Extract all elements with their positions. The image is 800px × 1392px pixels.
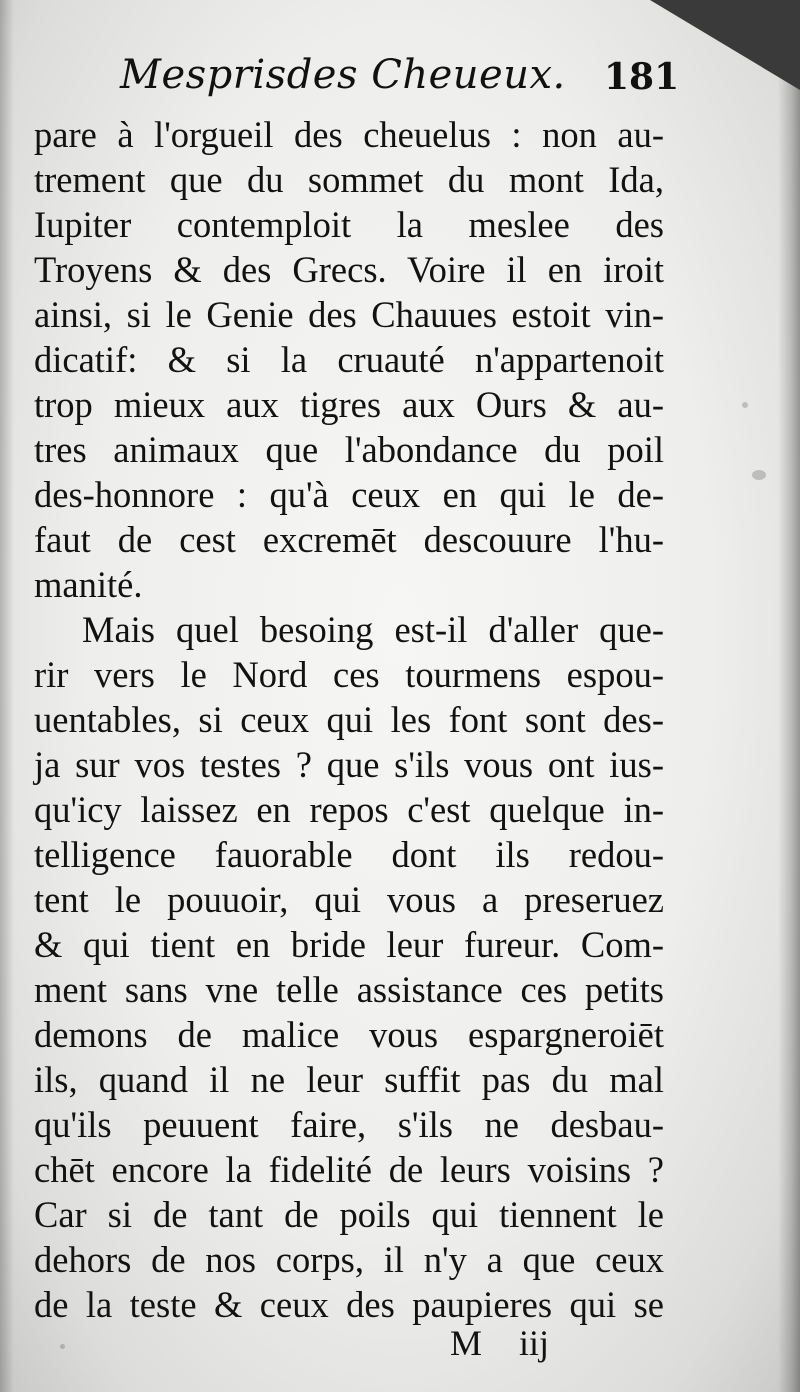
text-line: qu'ils peuuent faire, s'ils ne desbau- — [34, 1104, 664, 1145]
text-line: & qui tient en bride leur fureur. Com- — [34, 924, 664, 965]
body-text — [34, 112, 664, 1327]
paper-speck — [60, 1344, 65, 1349]
text-line: Troyens & des Grecs. Voire il en iroit — [34, 249, 664, 290]
text-line: tres animaux que l'abondance du poil — [34, 429, 664, 470]
text-line: demons de malice vous espargneroiēt — [34, 1014, 664, 1055]
text-line: trop mieux aux tigres aux Ours & au- — [34, 384, 664, 425]
text-line: manité. — [34, 564, 143, 605]
text-line: ainsi, si le Genie des Chauues estoit vin- — [34, 294, 664, 335]
text-line: pare à l'orgueil des cheuelus : non au- — [34, 114, 664, 155]
text-line: dicatif: & si la cruauté n'appartenoit — [34, 339, 664, 380]
text-line: de la teste & ceux des paupieres qui se — [34, 1284, 664, 1325]
text-line: Car si de tant de poils qui tiennent le — [34, 1194, 664, 1235]
text-line: dehors de nos corps, il n'y a que ceux — [34, 1239, 664, 1280]
text-line: rir vers le Nord ces tourmens espou- — [34, 654, 664, 695]
text-line: ja sur vos testes ? que s'ils vous ont ius- — [34, 744, 664, 785]
page-left-shadow — [0, 0, 14, 1392]
paper-speck — [742, 402, 748, 408]
text-line: ment sans vne telle assistance ces petits — [34, 969, 664, 1010]
text-line: faut de cest excremēt descouure l'hu- — [34, 519, 664, 560]
text-line: des-honnore : qu'à ceux en qui le de- — [34, 474, 664, 515]
paragraph-start-line: Mais quel besoing est-il d'aller que- — [82, 609, 664, 650]
running-title: Mesprisdes Cheueux. — [120, 52, 566, 98]
text-line: uentables, si ceux qui les font sont des- — [34, 699, 664, 740]
page-header — [0, 52, 800, 112]
paper-speck — [752, 470, 766, 480]
page-number: 181 — [604, 56, 680, 98]
text-line: ils, quand il ne leur suffit pas du mal — [34, 1059, 664, 1100]
text-line: trement que du sommet du mont Ida, — [34, 159, 664, 200]
text-line: qu'icy laissez en repos c'est quelque in- — [34, 789, 664, 830]
text-line: tent le pouuoir, qui vous a preseruez — [34, 879, 664, 920]
page-right-shadow — [778, 0, 800, 1392]
signature-mark: M iij — [450, 1323, 550, 1363]
text-line: Iupiter contemploit la meslee des — [34, 204, 664, 245]
text-line: chēt encore la fidelité de leurs voisins ? — [34, 1149, 664, 1190]
text-line: telligence fauorable dont ils redou- — [34, 834, 664, 875]
